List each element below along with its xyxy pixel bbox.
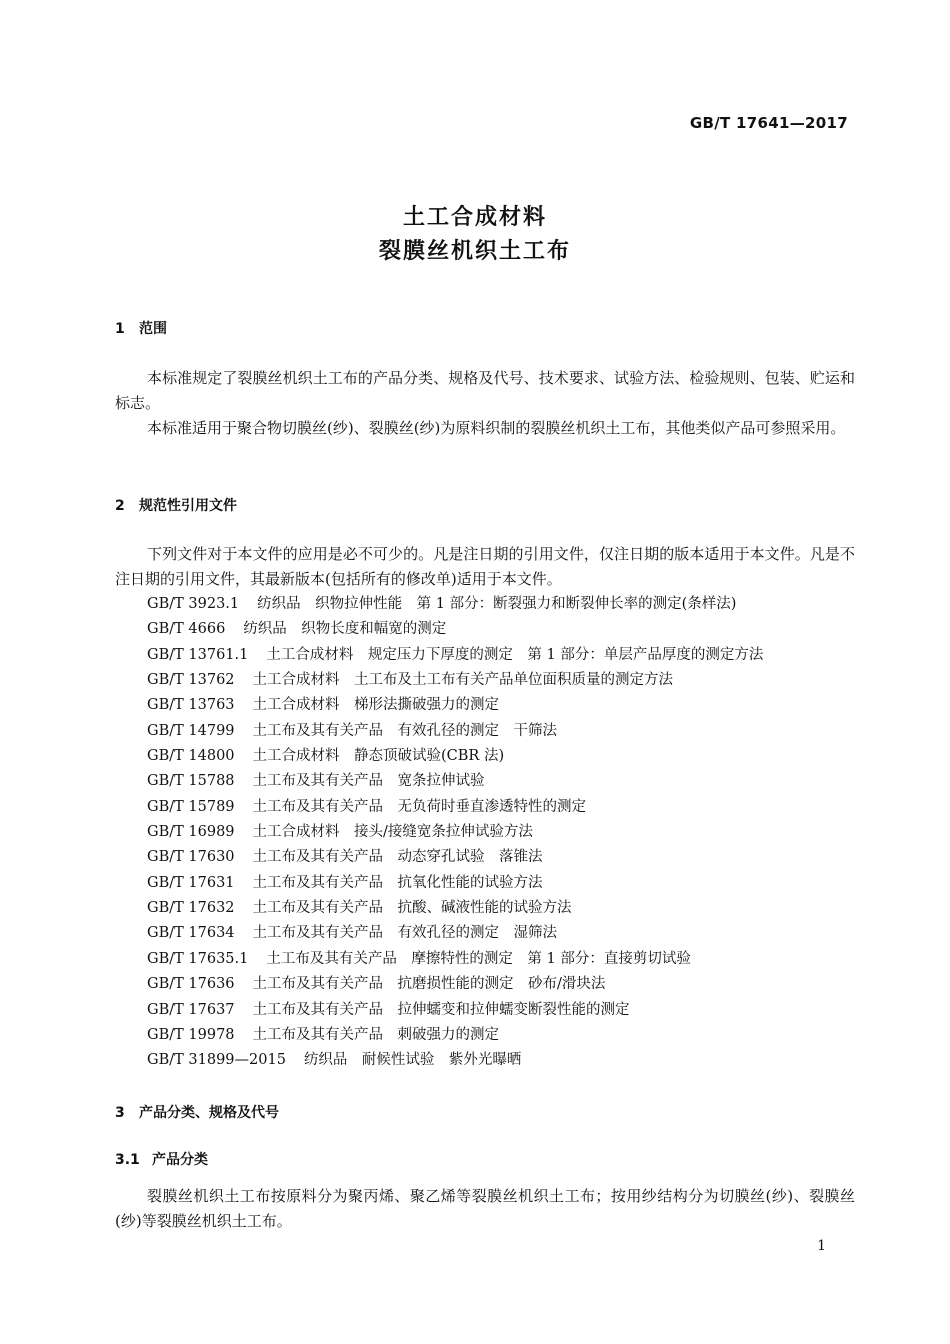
reference-item [147, 820, 763, 845]
reference-item [147, 871, 763, 896]
reference-code: GB/T 14799 [147, 722, 235, 739]
reference-code: GB/T 3923.1 [147, 596, 240, 612]
section-1-paragraph-1: 本标准规定了裂膜丝机织土工布的产品分类、规格及代号、技术要求、试验方法、检验规则、包装、贮运和标志。 [115, 369, 855, 412]
subsection-3-1-heading [115, 1149, 208, 1169]
subsection-3-1-paragraph: 裂膜丝机织土工布按原料分为聚丙烯、聚乙烯等裂膜丝机织土工布；按用纱结构分为切膜丝(纱)、裂膜丝(纱)等裂膜丝机织土工布。 [115, 1187, 855, 1230]
reference-code: GB/T 13762 [147, 672, 235, 689]
section-title: 规范性引用文件 [139, 498, 237, 514]
reference-title: 土工合成材料 土工布及土工布有关产品单位面积质量的测定方法 [252, 672, 674, 689]
reference-item [147, 896, 763, 921]
document-title-line2: 裂膜丝机织土工布 [378, 239, 571, 264]
reference-item [147, 719, 763, 744]
reference-item [147, 592, 763, 617]
section-2-heading [115, 495, 237, 515]
reference-title: 土工布及其有关产品 无负荷时垂直渗透特性的测定 [252, 798, 587, 815]
section-3-heading [115, 1102, 279, 1122]
reference-code: GB/T 17630 [147, 849, 235, 866]
reference-title: 土工布及其有关产品 刺破强力的测定 [252, 1026, 500, 1043]
reference-code: GB/T 15788 [147, 773, 235, 790]
reference-title: 纺织品 织物拉伸性能 第 1 部分：断裂强力和断裂伸长率的测定(条样法) [257, 596, 737, 612]
reference-code: GB/T 17631 [147, 874, 235, 891]
reference-title: 土工布及其有关产品 抗酸、碱液性能的试验方法 [252, 900, 572, 917]
reference-item [147, 668, 763, 693]
reference-code: GB/T 17637 [147, 1001, 235, 1018]
reference-code: GB/T 14800 [147, 748, 235, 765]
reference-item [147, 998, 763, 1023]
section-title: 产品分类、规格及代号 [139, 1105, 279, 1121]
standard-code: GB/T 17641—2017 [689, 114, 848, 132]
reference-title: 纺织品 织物长度和幅宽的测定 [243, 621, 447, 638]
reference-item [147, 845, 763, 870]
reference-title: 土工布及其有关产品 动态穿孔试验 落锥法 [252, 849, 543, 866]
document-title-line1: 土工合成材料 [402, 205, 547, 230]
reference-title: 土工布及其有关产品 有效孔径的测定 湿筛法 [252, 925, 558, 942]
reference-code: GB/T 17632 [147, 900, 235, 917]
reference-title: 土工合成材料 静态顶破试验(CBR 法) [252, 748, 505, 765]
section-1-paragraph-2: 本标准适用于聚合物切膜丝(纱)、裂膜丝(纱)为原料织制的裂膜丝机织土工布，其他类似产品可参照采用。 [147, 419, 846, 437]
reference-code: GB/T 13761.1 [147, 646, 249, 663]
reference-title: 土工布及其有关产品 抗氧化性能的试验方法 [252, 874, 543, 891]
reference-code: GB/T 16989 [147, 824, 235, 841]
normative-references-list [147, 592, 763, 1074]
subsection-number: 3.1 [115, 1152, 140, 1168]
reference-item [147, 947, 763, 972]
subsection-title: 产品分类 [152, 1152, 208, 1168]
section-title: 范围 [139, 321, 167, 337]
reference-code: GB/T 31899—2015 [147, 1052, 286, 1069]
page-number: 1 [817, 1238, 826, 1254]
reference-item [147, 921, 763, 946]
reference-code: GB/T 19978 [147, 1026, 235, 1043]
reference-title: 土工布及其有关产品 抗磨损性能的测定 砂布/滑块法 [252, 976, 606, 993]
reference-code: GB/T 17636 [147, 976, 235, 993]
reference-code: GB/T 15789 [147, 798, 235, 815]
reference-title: 土工合成材料 接头/接缝宽条拉伸试验方法 [252, 824, 533, 841]
reference-item [147, 795, 763, 820]
reference-item [147, 972, 763, 997]
section-1-heading [115, 318, 167, 338]
reference-item [147, 693, 763, 718]
section-number: 3 [115, 1105, 125, 1121]
reference-title: 土工布及其有关产品 有效孔径的测定 干筛法 [252, 722, 558, 739]
reference-code: GB/T 17635.1 [147, 950, 249, 967]
reference-code: GB/T 17634 [147, 925, 235, 942]
reference-item [147, 1048, 763, 1073]
reference-title: 土工布及其有关产品 拉伸蠕变和拉伸蠕变断裂性能的测定 [252, 1001, 630, 1018]
reference-item [147, 769, 763, 794]
reference-item [147, 744, 763, 769]
reference-code: GB/T 4666 [147, 621, 226, 638]
reference-title: 纺织品 耐候性试验 紫外光曝晒 [303, 1052, 522, 1069]
section-number: 2 [115, 498, 125, 514]
reference-item [147, 643, 763, 668]
reference-title: 土工合成材料 梯形法撕破强力的测定 [252, 697, 500, 714]
section-number: 1 [115, 321, 125, 337]
reference-item [147, 617, 763, 642]
reference-title: 土工布及其有关产品 摩擦特性的测定 第 1 部分：直接剪切试验 [266, 950, 691, 967]
reference-code: GB/T 13763 [147, 697, 235, 714]
section-2-intro: 下列文件对于本文件的应用是必不可少的。凡是注日期的引用文件，仅注日期的版本适用于本文件。凡是不注日期的引用文件，其最新版本(包括所有的修改单)适用于本文件。 [115, 545, 855, 588]
reference-title: 土工合成材料 规定压力下厚度的测定 第 1 部分：单层产品厚度的测定方法 [266, 646, 764, 663]
reference-title: 土工布及其有关产品 宽条拉伸试验 [252, 773, 485, 790]
reference-item [147, 1023, 763, 1048]
